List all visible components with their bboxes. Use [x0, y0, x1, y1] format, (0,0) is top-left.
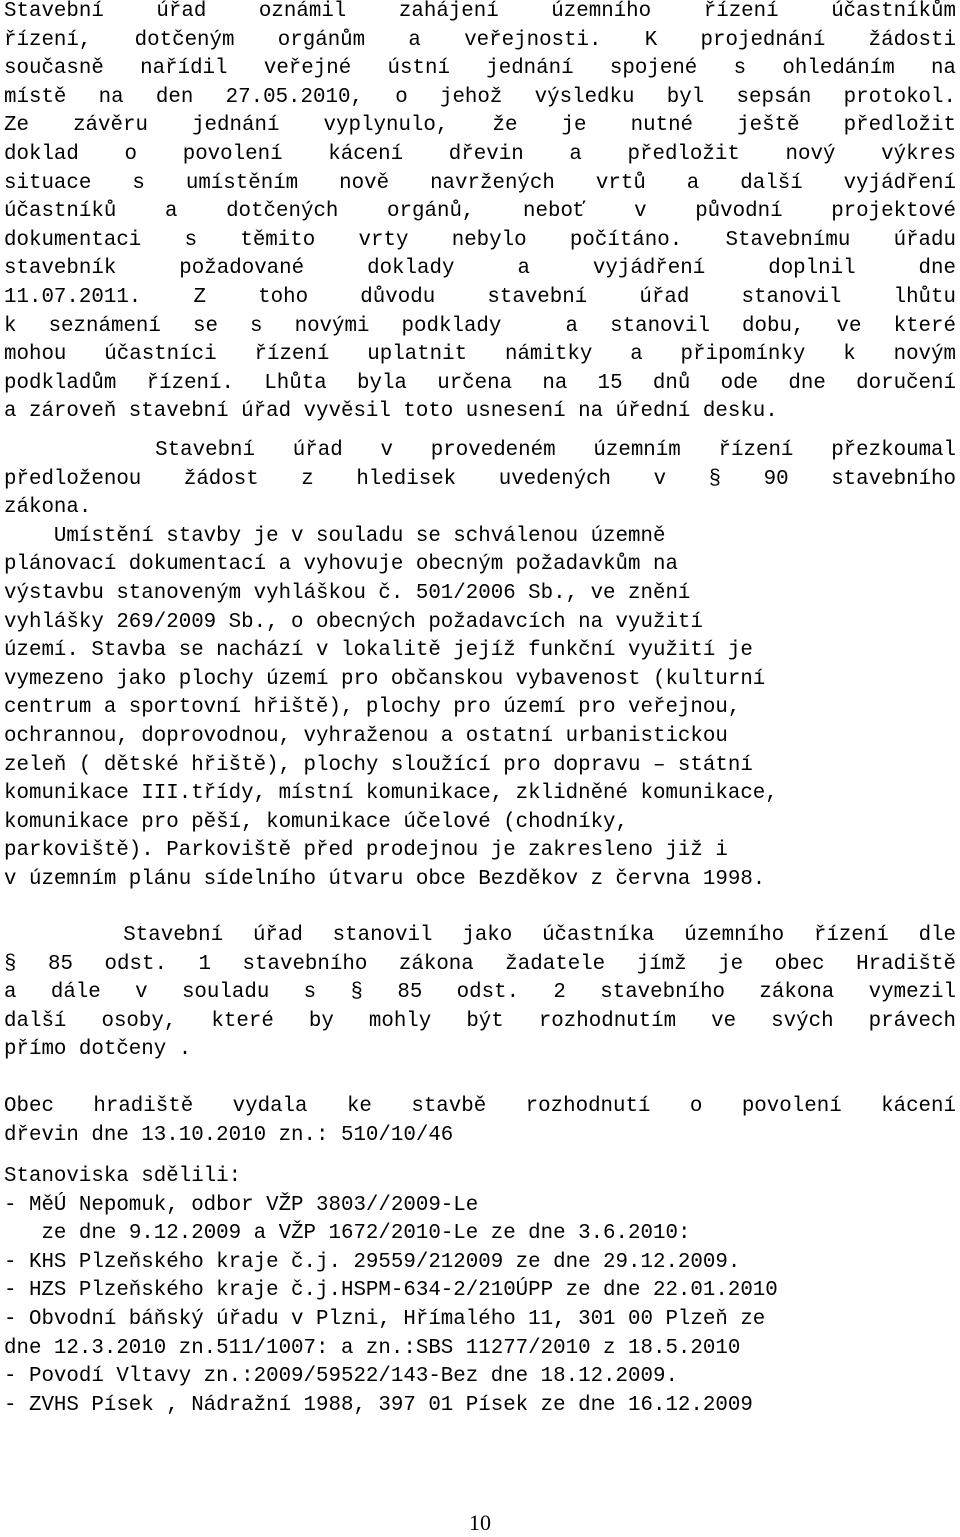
text-line: - Obvodní báňský úřadu v Plzni, Hřímalého 11, 301 00 Plzeň ze [4, 1307, 766, 1331]
text-line: - KHS Plzeňského kraje č.j. 29559/212009 ze dne 29.12.2009. [4, 1250, 741, 1274]
text-line: Stavební úřad v provedeném územním řízení přezkoumal [4, 439, 956, 462]
text-line: další osoby, které by mohly být rozhodnutím ve svých právech [4, 1009, 956, 1033]
text-line: a zároveň stavební úřad vyvěsil toto usnesení na úřední desku. [4, 400, 778, 424]
text-line: Umístění stavby je v souladu se schválenou územně [4, 524, 666, 548]
text-line: Stavební úřad oznámil zahájení územního řízení účastníkům [4, 0, 956, 23]
text-line: doklad o povolení kácení dřevin a předložit nový výkres [4, 142, 956, 166]
text-line: území. Stavba se nachází v lokalitě jejíž funkční využití je [4, 639, 753, 663]
text-line: - Povodí Vltavy zn.:2009/59522/143-Bez dne 18.12.2009. [4, 1365, 678, 1389]
text-line: výstavbu stanoveným vyhláškou č. 501/2006 Sb., ve znění [4, 581, 691, 605]
paragraph-tree-felling [4, 1093, 956, 1150]
text-line: komunikace pro pěší, komunikace účelové (chodníky, [4, 810, 629, 834]
text-line: § 85 odst. 1 stavebního zákona žadatele jímž je obec Hradiště [4, 952, 956, 976]
text-line: komunikace III.třídy, místní komunikace, zklidněné komunikace, [4, 782, 778, 806]
text-line: 11.07.2011. Z toho důvodu stavební úřad stanovil lhůtu [4, 285, 956, 309]
page-number: 10 [469, 1510, 491, 1535]
text-line: řízení, dotčeným orgánům a veřejnosti. K projednání žádosti [4, 28, 956, 52]
text-line: účastníků a dotčených orgánů, neboť v původní projektové [4, 200, 956, 224]
text-line: - HZS Plzeňského kraje č.j.HSPM-634-2/210ÚPP ze dne 22.01.2010 [4, 1279, 778, 1303]
text-line: v územním plánu sídelního útvaru obce Bezděkov z června 1998. [4, 867, 766, 891]
text-line: ochrannou, doprovodnou, vyhraženou a ostatní urbanistickou [4, 724, 728, 748]
text-line: centrum a sportovní hřiště), plochy pro území pro veřejnou, [4, 696, 741, 720]
text-line: místě na den 27.05.2010, o jehož výsledku byl sepsán protokol. [4, 85, 956, 109]
text-line: ze dne 9.12.2009 a VŽP 1672/2010-Le ze dne 3.6.2010: [4, 1222, 691, 1246]
text-line: podkladům řízení. Lhůta byla určena na 15 dnů ode dne doručení [4, 371, 956, 395]
text-line: mohou účastníci řízení uplatnit námitky a připomínky k novým [4, 343, 956, 367]
text-line: současně nařídil veřejné ústní jednání spojené s ohledáním na [4, 57, 956, 81]
paragraph-review [4, 437, 956, 895]
text-line: plánovací dokumentací a vyhovuje obecným požadavkům na [4, 553, 678, 577]
text-line: Stanoviska sdělili: [4, 1165, 242, 1188]
text-line: situace s umístěním nově navržených vrtů a další vyjádření [4, 171, 956, 195]
text-line: - ZVHS Písek , Nádražní 1988, 397 01 Písek ze dne 16.12.2009 [4, 1393, 753, 1417]
text-line: - MěÚ Nepomuk, odbor VŽP 3803//2009-Le [4, 1193, 479, 1217]
text-line: dokumentaci s těmito vrty nebylo počítáno. Stavebnímu úřadu [4, 228, 956, 252]
text-line: vyhlášky 269/2009 Sb., o obecných požadavcích na využití [4, 610, 703, 634]
text-line: k seznámení se s novými podklady a stanovil dobu, ve které [4, 314, 956, 338]
text-line: vymezeno jako plochy území pro občanskou vybavenost (kulturní [4, 667, 766, 691]
paragraph-participants [4, 922, 956, 1065]
text-line: Stavební úřad stanovil jako účastníka územního řízení dle [4, 924, 956, 947]
text-line: zeleň ( dětské hřiště), plochy sloužící pro dopravu – státní [4, 753, 753, 777]
text-line: parkoviště). Parkoviště před prodejnou je zakresleno již i [4, 839, 728, 863]
paragraph-opinions-list [4, 1163, 956, 1420]
text-line: dne 12.3.2010 zn.511/1007: a zn.:SBS 11277/2010 z 18.5.2010 [4, 1336, 741, 1360]
text-line: a dále v souladu s § 85 odst. 2 stavebního zákona vymezil [4, 981, 956, 1005]
text-line: zákona. [4, 496, 92, 520]
paragraph-procedure [4, 0, 956, 427]
text-line: stavebník požadované doklady a vyjádření doplnil dne [4, 257, 956, 281]
text-line: předloženou žádost z hledisek uvedených v § 90 stavebního [4, 467, 956, 491]
text-line: Ze závěru jednání vyplynulo, že je nutné ještě předložit [4, 114, 956, 138]
text-line: dřevin dne 13.10.2010 zn.: 510/10/46 [4, 1123, 454, 1147]
text-line: Obec hradiště vydala ke stavbě rozhodnutí o povolení kácení [4, 1095, 956, 1118]
text-line: přímo dotčeny . [4, 1038, 192, 1062]
